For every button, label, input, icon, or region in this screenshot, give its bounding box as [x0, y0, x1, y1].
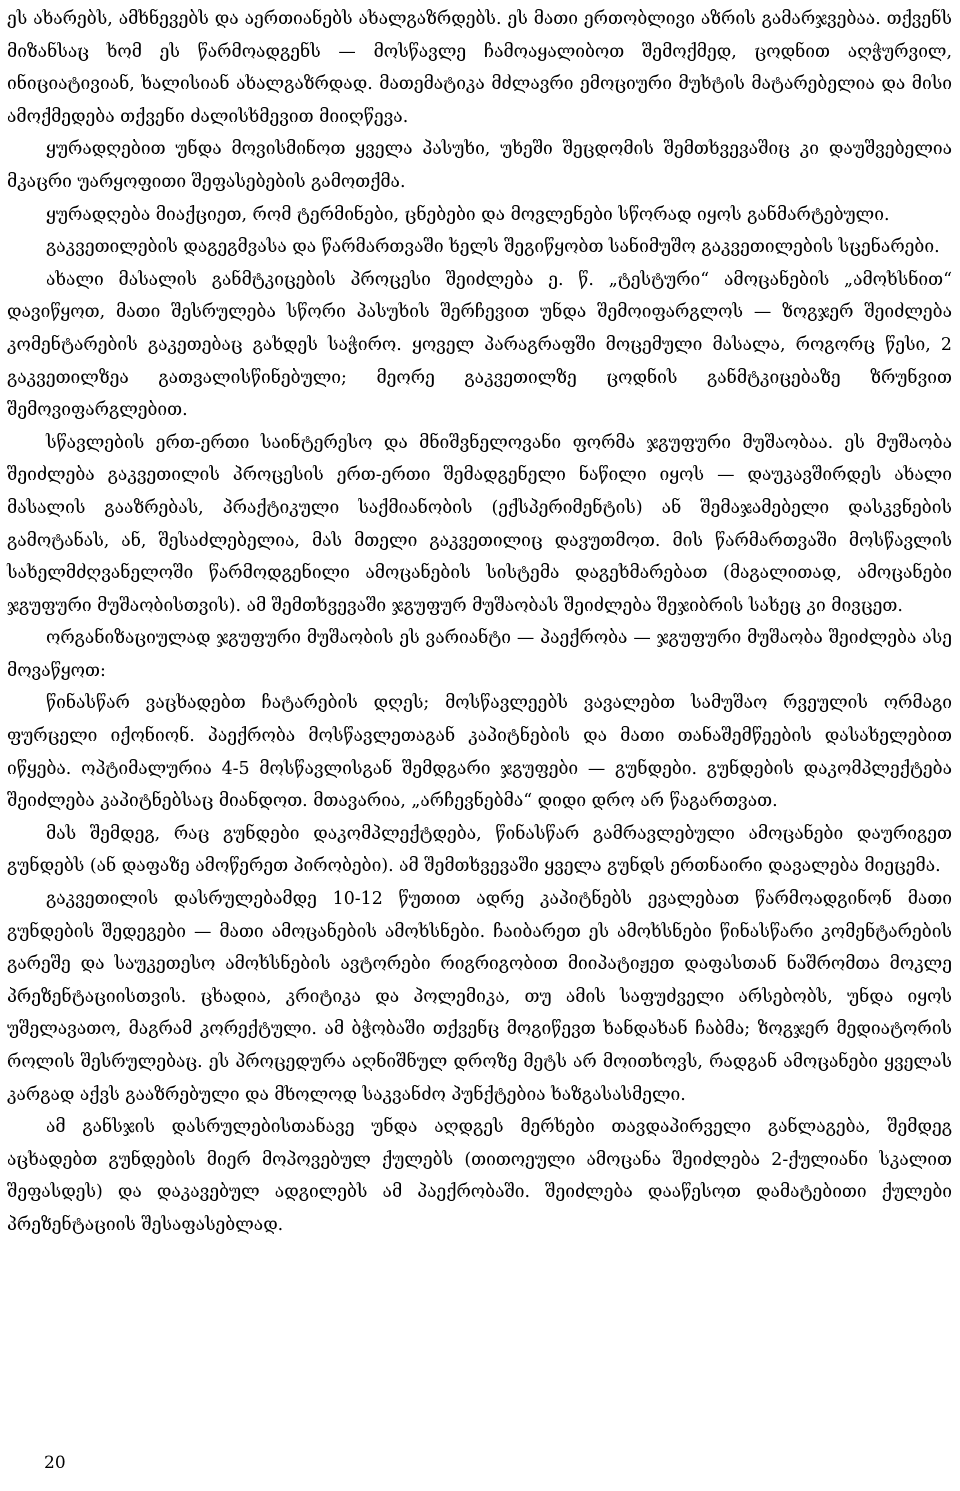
paragraph: გაკვეთილების დაგეგმვასა და წარმართვაში ხელს შეგიწყობთ სანიმუშო გაკვეთილების სცენარები. [46, 237, 940, 258]
paragraph: ახალი მასალის განმტკიცების პროცესი შეიძლება ე. წ. „ტესტური“ ამოცანების „ამოხსნით“ დავიწყოთ, მათი შესრულება სწორი პასუხის შერჩევით უნდა შემოიფარგლოს — ზოგჯერ შეიძლება კომენტარების გაკეთებაც გახდეს საჭირო. ყოველ პარაგრაფში მოცემული მასალა, როგორც წესი, 2 გაკვეთილზეა გათვალისწინებული; მეორე გაკვეთილზე ცოდნის განმტკიცებაზე ზრუნვით შემოვიფარგლებით. [7, 269, 952, 421]
paragraph: სწავლების ერთ-ერთი საინტერესო და მნიშვნელოვანი ფორმა ჯგუფური მუშაობაა. ეს მუშაობა შეიძლება გაკვეთილის პროცესის ერთ-ერთი შემადგენელი ნაწილი იყოს — დაუკავშირდეს ახალი მასალის გააზრებას, პრაქტიკული საქმიანობის (ექსპერიმენტის) ან შემაჯამებელი დასკვნების გამოტანას, ან, შესაძლებელია, მას მთელი გაკვეთილიც დავუთმოთ. მის წარმართვაში მოსწავლის სახელმძღვანელოში წარმოდგენილი ამოცანების სისტემა დაგეხმარებათ (მაგალითად, ამოცანები ჯგუფური მუშაობისთვის). ამ შემთხვევაში ჯგუფურ მუშაობას შეიძლება შეჯიბრის სახეც კი მივცეთ. [7, 432, 952, 616]
paragraph-continuation: ეს ახარებს, ამხნევებს და აერთიანებს ახალგაზრდებს. ეს მათი ერთობლივი აზრის გამარჯვებაა. თქვენს მიზანსაც ხომ ეს წარმოადგენს — მოსწავლე ჩამოაყალიბოთ შემოქმედ, ცოდნით აღჭურვილ, ინიციატივიან, ხალისიან ახალგაზრდად. მათემატიკა მძლავრი ემოციური მუხტის მატარებელია და მისი ამოქმედება თქვენი ძალისხმევით მიიღწევა. [7, 9, 952, 127]
paragraph: ყურადღებით უნდა მოვისმინოთ ყველა პასუხი, უხეში შეცდომის შემთხვევაშიც კი დაუშვებელია მკაცრი უარყოფითი შეფასებების გამოთქმა. [7, 139, 952, 192]
paragraph: ყურადღება მიაქციეთ, რომ ტერმინები, ცნებები და მოვლენები სწორად იყოს განმარტებული. [46, 204, 890, 225]
paragraph: მას შემდეგ, რაც გუნდები დაკომპლექტდება, წინასწარ გამრავლებული ამოცანები დაურიგეთ გუნდებს (ან დაფაზე ამოწერეთ პირობები). ამ შემთხვევაში ყველა გუნდს ერთნაირი დავალება მიეცემა. [7, 823, 952, 877]
paragraph: ამ განსჯის დასრულებისთანავე უნდა აღდგეს მერხები თავდაპირველი განლაგება, შემდეგ აცხადებთ გუნდების მიერ მოპოვებულ ქულებს (თითოეული ამოცანა შეიძლება 2-ქულიანი სკალით შეფასდეს) და დაკავებულ ადგილებს ამ პაექრობაში. შეიძლება დააწესოთ დამატებითი ქულები პრეზენტაციის შესაფასებლად. [7, 1117, 952, 1235]
paragraph: გაკვეთილის დასრულებამდე 10-12 წუთით ადრე კაპიტნებს ევალებათ წარმოადგინონ მათი გუნდების შედეგები — მათი ამოცანების ამოხსნები. ჩაიბარეთ ეს ამოხსნები წინასწარი კომენტარების გარეშე და საუკეთესო ამოხსნების ავტორები რიგრიგობით მიიპატიჟეთ დაფასთან ნაშრომთა მოკლე პრეზენტაციისთვის. ცხადია, კრიტიკა და პოლემიკა, თუ ამის საფუძველი არსებობს, უნდა იყოს უშელავათო, მაგრამ კორექტული. ამ ბჭობაში თქვენც მოგიწევთ ხანდახან ჩაბმა; ზოგჯერ მედიატორის როლის შესრულებაც. ეს პროცედურა აღნიშნულ დროზე მეტს არ მოითხოვს, რადგან ამოცანები ყველას კარგად აქვს გააზრებული და მხოლოდ საკვანძო პუნქტებია ხაზგასასმელი. [7, 889, 952, 1105]
paragraph: წინასწარ ვაცხადებთ ჩატარების დღეს; მოსწავლეებს ვავალებთ სამუშაო რვეულის ორმაგი ფურცელი იქონიონ. პაექრობა მოსწავლეთაგან კაპიტნების და მათი თანაშემწეების დასახელებით იწყება. ოპტიმალურია 4-5 მოსწავლისგან შემდგარი ჯგუფები — გუნდები. გუნდების დაკომპლექტება შეიძლება კაპიტნებსაც მიანდოთ. მთავარია, „არჩევნებმა“ დიდი დრო არ წაგართვათ. [7, 693, 952, 812]
paragraph: ორგანიზაციულად ჯგუფური მუშაობის ეს ვარიანტი — პაექრობა — ჯგუფური მუშაობა შეიძლება ასე მოვაწყოთ: [7, 628, 952, 681]
page-number: 20 [44, 1453, 66, 1473]
